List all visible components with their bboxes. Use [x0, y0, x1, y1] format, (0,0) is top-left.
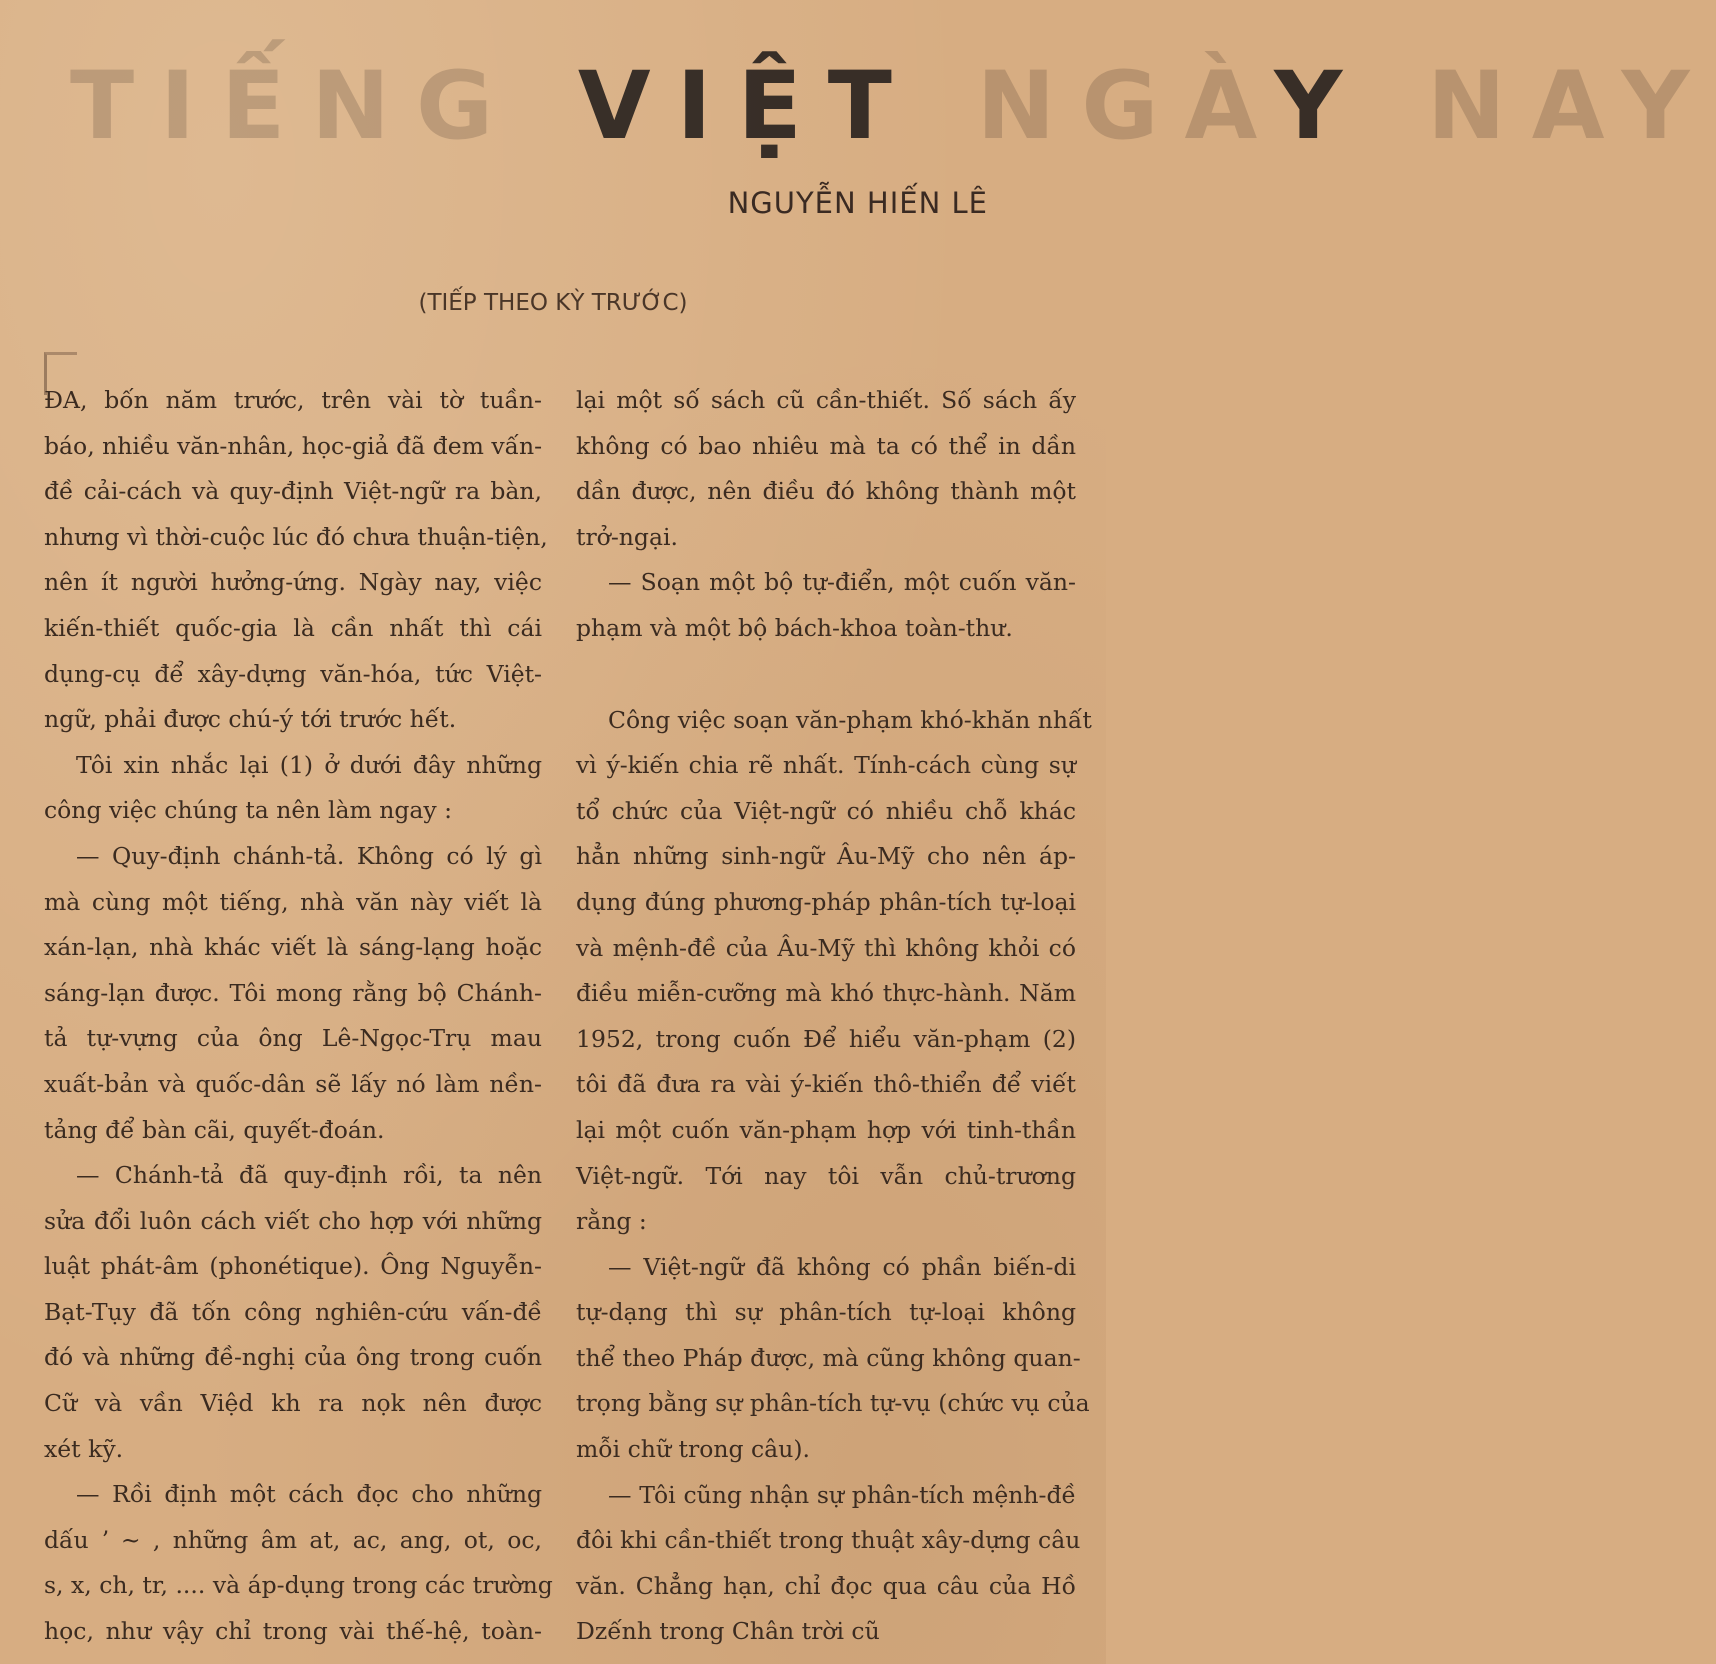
column-gap	[576, 652, 1076, 698]
text-line: Cữ và vần Việd kh ra nọk nên được	[44, 1389, 542, 1418]
left-text-column	[44, 378, 553, 1655]
text-line: Công việc soạn văn-phạm khó-khăn nhất	[608, 705, 1092, 734]
text-line: lại một số sách cũ cần-thiết. Số sách ấy	[576, 386, 1076, 414]
text-line: sáng-lạn được. Tôi mong rằng bộ Chánh-	[44, 978, 542, 1007]
text-line: xán-lạn, nhà khác viết là sáng-lạng hoặc	[44, 933, 542, 962]
text-line: tảng để bàn cãi, quyết-đoán.	[44, 1115, 385, 1144]
text-line: tả tự-vựng của ông Lê-Ngọc-Trụ mau	[44, 1024, 542, 1053]
text-line: đó và những đề-nghị của ông trong cuốn	[44, 1343, 542, 1372]
text-line: nên ít người hưởng-ứng. Ngày nay, việc	[44, 568, 542, 597]
author-name: NGUYỄN HIẾN LÊ	[727, 186, 988, 220]
title-faded-part: TIẾNG	[70, 52, 578, 161]
text-line: kiến-thiết quốc-gia là cần nhất thì cái	[44, 613, 542, 642]
title-visible-y: Y	[1274, 52, 1369, 161]
text-line: xét kỹ.	[44, 1434, 124, 1463]
text-line: công việc chúng ta nên làm ngay :	[44, 796, 453, 825]
text-line: s, x, ch, tr, .... và áp-dụng trong các trường	[44, 1571, 553, 1600]
text-line: 1952, trong cuốn Để hiểu văn-phạm (2)	[576, 1024, 1076, 1053]
text-line: đôi khi cần-thiết trong thuật xây-dựng câu	[576, 1526, 1081, 1555]
text-line: trở-ngại.	[576, 522, 678, 551]
text-line: dần được, nên điều đó không thành một	[576, 477, 1076, 506]
text-line: đề cải-cách và quy-định Việt-ngữ ra bàn,	[44, 477, 542, 506]
text-line: sửa đổi luôn cách viết cho hợp với những	[44, 1206, 542, 1235]
text-line: — Việt-ngữ đã không có phần biến-di	[608, 1252, 1076, 1281]
text-line: dụng-cụ để xây-dựng văn-hóa, tức Việt-	[44, 659, 542, 688]
text-line: — Quy-định chánh-tả. Không có lý gì	[76, 841, 542, 870]
text-line: dấu ʼ ~ , những âm at, ac, ang, ot, oc,	[44, 1525, 542, 1554]
title-faded-nay: NAY	[1368, 52, 1716, 161]
title-faded-ngay: NGÀ	[917, 52, 1275, 161]
title-visible-viet: VIỆT	[577, 52, 918, 161]
text-line: Việt-ngữ. Tới nay tôi vẫn chủ-trương	[576, 1161, 1076, 1190]
text-line: — Tôi cũng nhận sự phân-tích mệnh-đề	[608, 1480, 1076, 1509]
text-line: Dzếnh trong Chân trời cũ	[576, 1617, 880, 1646]
text-line: hẳn những sinh-ngữ Âu-Mỹ cho nên áp-	[576, 842, 1076, 871]
text-line: văn. Chẳng hạn, chỉ đọc qua câu của Hồ	[576, 1571, 1076, 1600]
text-line: và mệnh-đề của Âu-Mỹ thì không khỏi có	[576, 933, 1076, 962]
text-line: ĐA, bốn năm trước, trên vài tờ tuần-	[44, 386, 542, 414]
text-line: rằng :	[576, 1207, 647, 1236]
text-line: ngữ, phải được chú-ý tới trước hết.	[44, 705, 457, 734]
text-line: xuất-bản và quốc-dân sẽ lấy nó làm nền-	[44, 1069, 542, 1098]
text-line: trọng bằng sự phân-tích tự-vụ (chức vụ của	[576, 1389, 1090, 1418]
text-line: lại một cuốn văn-phạm hợp với tinh-thần	[576, 1115, 1076, 1144]
text-line: báo, nhiều văn-nhân, học-giả đã đem vấn-	[44, 431, 543, 460]
text-line: không có bao nhiêu mà ta có thể in dần	[576, 431, 1076, 460]
text-line: học, như vậy chỉ trong vài thế-hệ, toàn-	[44, 1617, 542, 1646]
text-line: — Chánh-tả đã quy-định rồi, ta nên	[76, 1161, 542, 1190]
text-line: tôi đã đưa ra vài ý-kiến thô-thiển để viết	[576, 1070, 1076, 1099]
text-line: phạm và một bộ bách-khoa toàn-thư.	[576, 613, 1013, 642]
text-line: — Soạn một bộ tự-điển, một cuốn văn-	[608, 568, 1076, 597]
text-line: — Rồi định một cách đọc cho những	[76, 1480, 542, 1509]
text-line: vì ý-kiến chia rẽ nhất. Tính-cách cùng sự	[576, 751, 1076, 780]
text-line: tổ chức của Việt-ngữ có nhiều chỗ khác	[576, 796, 1076, 825]
text-line: nhưng vì thời-cuộc lúc đó chưa thuận-tiện,	[44, 522, 548, 551]
text-line: mà cùng một tiếng, nhà văn này viết là	[44, 887, 542, 916]
text-line: điều miễn-cưỡng mà khó thực-hành. Năm	[576, 979, 1076, 1008]
article-title	[70, 52, 1716, 162]
text-line: thể theo Pháp được, mà cũng không quan-	[576, 1343, 1081, 1372]
text-line: tự-dạng thì sự phân-tích tự-loại không	[576, 1298, 1076, 1327]
text-line: Bạt-Tụy đã tốn công nghiên-cứu vấn-đề	[44, 1297, 542, 1326]
text-line: luật phát-âm (phonétique). Ông Nguyễn-	[44, 1252, 542, 1281]
article-subtitle: (TIẾP THEO KỲ TRƯỚC)	[418, 290, 688, 316]
text-line: dụng đúng phương-pháp phân-tích tự-loại	[576, 887, 1076, 916]
text-line: Tôi xin nhắc lại (1) ở dưới đây những	[76, 750, 542, 779]
text-line: mỗi chữ trong câu).	[576, 1435, 810, 1464]
right-text-column	[576, 378, 1092, 1655]
